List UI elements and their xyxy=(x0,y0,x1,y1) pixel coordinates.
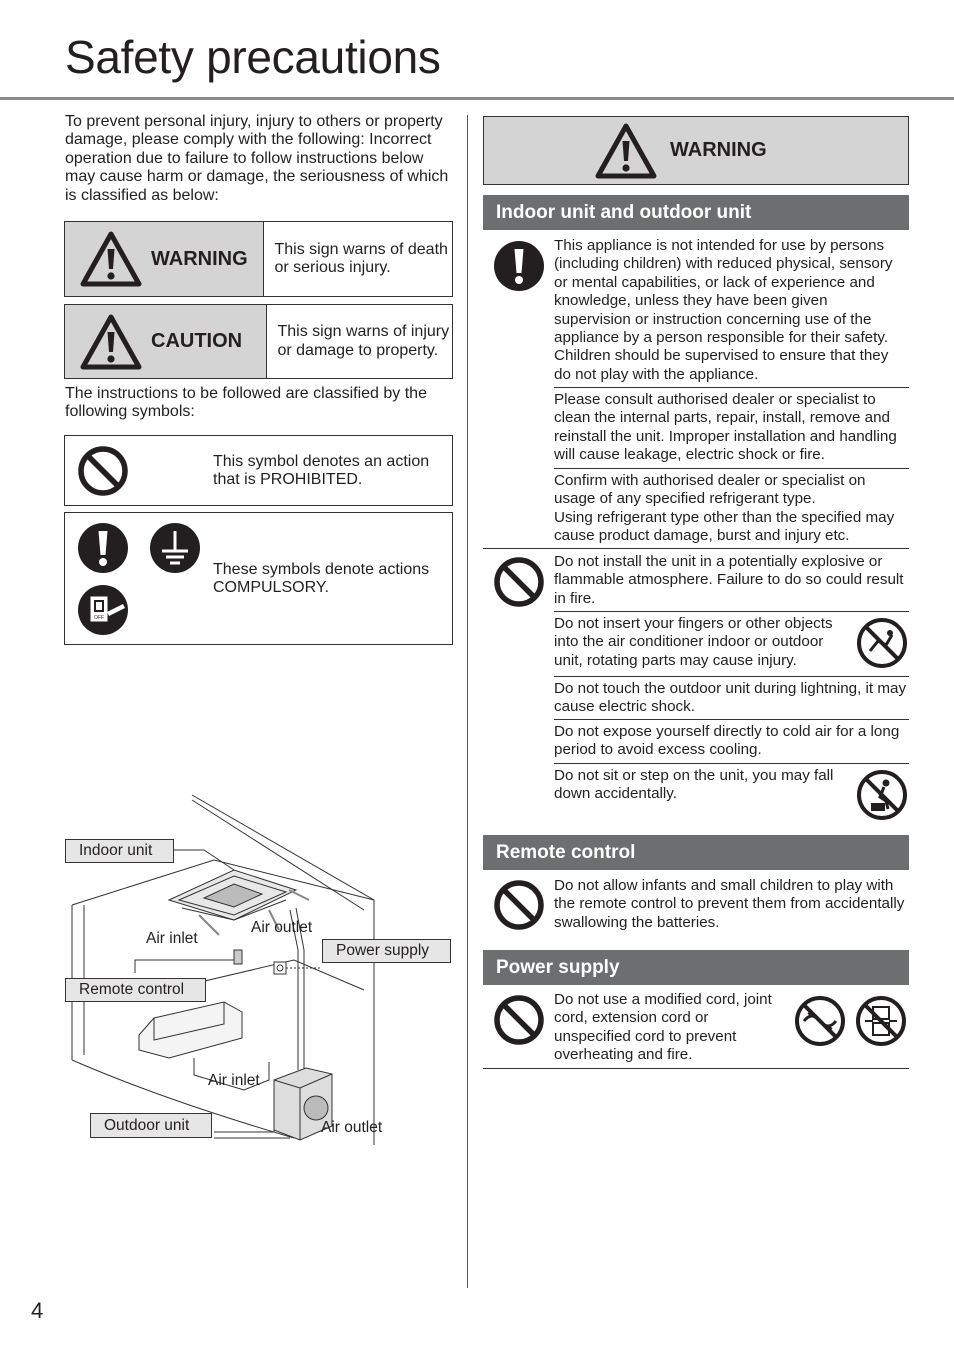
prohibited-symbol-box xyxy=(64,435,453,506)
power-supply-callout: Power supply xyxy=(322,939,451,963)
prohibited-icon xyxy=(493,994,545,1046)
exclamation-icon xyxy=(77,522,129,574)
air-inlet-bottom-label: Air inlet xyxy=(208,1072,260,1089)
right-warning-label: WARNING xyxy=(670,139,767,161)
item-divider xyxy=(554,387,909,388)
section-power-supply: Power supply xyxy=(483,950,909,985)
no-stepping-icon xyxy=(856,769,908,821)
air-inlet-top-label: Air inlet xyxy=(146,930,198,947)
item-divider xyxy=(554,763,909,764)
title-divider xyxy=(0,97,954,100)
switch-off-plug-icon xyxy=(77,584,129,636)
indoor-item-refrigerant-warning: Using refrigerant type other than the specified may cause product damage, burst and injury etc. xyxy=(554,509,895,545)
prohibit-item-lightning: Do not touch the outdoor unit during lightning, it may cause electric shock. xyxy=(554,680,907,716)
prohibit-item-fingers: Do not insert your fingers or other objects into the air conditioner indoor or outdoor unit, rotating parts may cause injury. xyxy=(554,615,833,669)
off-label: OFF xyxy=(94,615,104,621)
prohibited-icon xyxy=(77,445,129,497)
indoor-item-refrigerant-confirm: Confirm with authorised dealer or specialist on usage of any specified refrigerant type. xyxy=(554,472,866,508)
warning-sign-label-cell xyxy=(65,222,264,296)
prohibited-icon xyxy=(493,879,545,931)
caution-description: This sign warns of injury or damage to property. xyxy=(277,323,450,359)
ground-earth-icon xyxy=(149,522,201,574)
prohibit-item-sit-step: Do not sit or step on the unit, you may fall down accidentally. xyxy=(554,767,834,803)
compulsory-symbol-box xyxy=(64,512,453,645)
remote-item-children: Do not allow infants and small children to play with the remote control to prevent them from accidentally swallowing the batteries. xyxy=(554,877,905,931)
symbols-intro: The instructions to be followed are classified by the following symbols: xyxy=(65,385,427,421)
warning-sign-box xyxy=(64,221,453,297)
item-divider xyxy=(554,611,909,612)
section-indoor-outdoor: Indoor unit and outdoor unit xyxy=(483,195,909,230)
air-outlet-top-label: Air outlet xyxy=(251,919,313,936)
group-divider xyxy=(483,548,909,549)
outdoor-unit-callout: Outdoor unit xyxy=(90,1113,212,1138)
no-fingers-icon xyxy=(856,617,908,669)
compulsory-description: These symbols denote actions COMPULSORY. xyxy=(213,561,430,597)
indoor-unit-callout: Indoor unit xyxy=(65,839,174,863)
prohibited-icon xyxy=(493,556,545,608)
power-item-cord: Do not use a modified cord, joint cord, extension cord or unspecified cord to prevent overheating and fire. xyxy=(554,991,772,1064)
exclamation-icon xyxy=(493,240,545,292)
intro-text: To prevent personal injury, injury to others or property damage, please comply with the following: Incorrect operation due to failure to follow instructions below may cause harm or damage, the seriousness of which is classified as below: xyxy=(65,113,449,204)
prohibit-item-cold-air: Do not expose yourself directly to cold air for a long period to avoid excess cooling. xyxy=(554,723,900,759)
caution-label: CAUTION xyxy=(151,330,243,352)
item-divider xyxy=(554,468,909,469)
warning-label: WARNING xyxy=(151,247,248,270)
column-divider xyxy=(467,115,468,1288)
prohibited-description: This symbol denotes an action that is PROHIBITED. xyxy=(213,453,430,489)
remote-control-callout: Remote control xyxy=(65,978,206,1002)
air-outlet-bottom-label: Air outlet xyxy=(321,1119,383,1136)
page-title: Safety precautions xyxy=(65,31,441,83)
caution-sign-label-cell xyxy=(65,305,267,378)
page-number: 4 xyxy=(31,1298,44,1323)
no-extension-cord-icon xyxy=(855,995,907,1047)
prohibit-item-explosive: Do not install the unit in a potentially explosive or flammable atmosphere. Failure to do so could result in fire. xyxy=(554,553,904,607)
warning-description: This sign warns of death or serious injury. xyxy=(274,240,448,276)
caution-triangle-icon xyxy=(79,313,143,371)
no-modified-cord-icon xyxy=(794,995,846,1047)
indoor-item-authorised-dealer: Please consult authorised dealer or specialist to clean the internal parts, repair, install, remove and reinstall the unit. Improper installation and handling will cause leakage, electric shock or fire. xyxy=(554,391,897,464)
warning-triangle-icon xyxy=(79,230,143,288)
right-warning-header xyxy=(483,116,909,185)
power-section-bottom-rule xyxy=(483,1068,909,1069)
item-divider xyxy=(554,676,909,677)
warning-triangle-icon xyxy=(594,122,658,180)
item-divider xyxy=(554,719,909,720)
section-remote-control: Remote control xyxy=(483,835,909,870)
indoor-item-supervision: This appliance is not intended for use by persons (including children) with reduced physical, sensory or mental capabilities, or lack of experience and knowledge, unless they have been given supervision or instruction concerning use of the appliance by a person responsible for their safety. Children should be supervised to ensure that they do not play with the appliance. xyxy=(554,237,893,383)
caution-sign-box xyxy=(64,304,453,379)
